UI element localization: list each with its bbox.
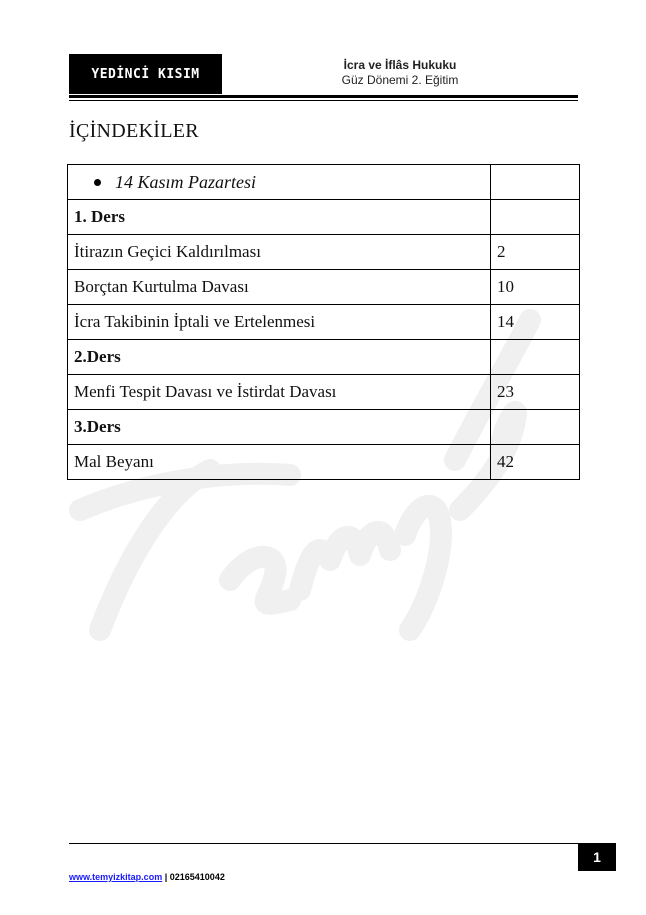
toc-row (68, 410, 580, 445)
toc-entry-title: İtirazın Geçici Kaldırılması (68, 235, 491, 270)
section-label: YEDİNCİ KISIM (91, 66, 200, 82)
section-label-box (69, 54, 222, 94)
toc-table (67, 164, 580, 480)
toc-row (68, 340, 580, 375)
toc-row (68, 235, 580, 270)
toc-day-cell (68, 165, 491, 200)
toc-entry-title: İcra Takibinin İptali ve Ertelenmesi (68, 305, 491, 340)
toc-entry-title: Mal Beyanı (68, 445, 491, 480)
toc-row (68, 270, 580, 305)
toc-row (68, 375, 580, 410)
header-rule-thick (69, 95, 578, 98)
phone-number: 02165410042 (169, 872, 225, 882)
term-label: Güz Dönemi 2. Eğitim (341, 73, 459, 87)
footer-separator: | (164, 872, 168, 882)
toc-entry-title: Menfi Tespit Davası ve İstirdat Davası (68, 375, 491, 410)
toc-page-cell: 42 (491, 445, 580, 480)
toc-page-cell (491, 200, 580, 235)
toc-heading: İÇİNDEKİLER (69, 120, 199, 142)
toc-page-cell: 10 (491, 270, 580, 305)
website-link[interactable]: www.temyizkitap.com (69, 872, 163, 882)
toc-page-cell: 2 (491, 235, 580, 270)
header-rule-thin (69, 100, 578, 101)
toc-page-cell (491, 165, 580, 200)
toc-page-cell (491, 410, 580, 445)
header-course-info (290, 58, 510, 88)
toc-page-cell: 14 (491, 305, 580, 340)
toc-section-title: 3.Ders (68, 410, 491, 445)
toc-row (68, 305, 580, 340)
toc-page-cell (491, 340, 580, 375)
toc-entry-title: Borçtan Kurtulma Davası (68, 270, 491, 305)
footer-contact (69, 872, 225, 882)
page-number: 1 (593, 849, 601, 865)
footer-rule (69, 843, 578, 844)
toc-section-title: 2.Ders (68, 340, 491, 375)
bullet-icon (94, 179, 101, 186)
toc-section-title: 1. Ders (68, 200, 491, 235)
toc-day-row (68, 165, 580, 200)
toc-day-label: 14 Kasım Pazartesi (115, 171, 257, 192)
course-title: İcra ve İflâs Hukuku (343, 58, 457, 72)
toc-row (68, 445, 580, 480)
page-number-box (578, 843, 616, 871)
toc-page-cell: 23 (491, 375, 580, 410)
toc-row (68, 200, 580, 235)
